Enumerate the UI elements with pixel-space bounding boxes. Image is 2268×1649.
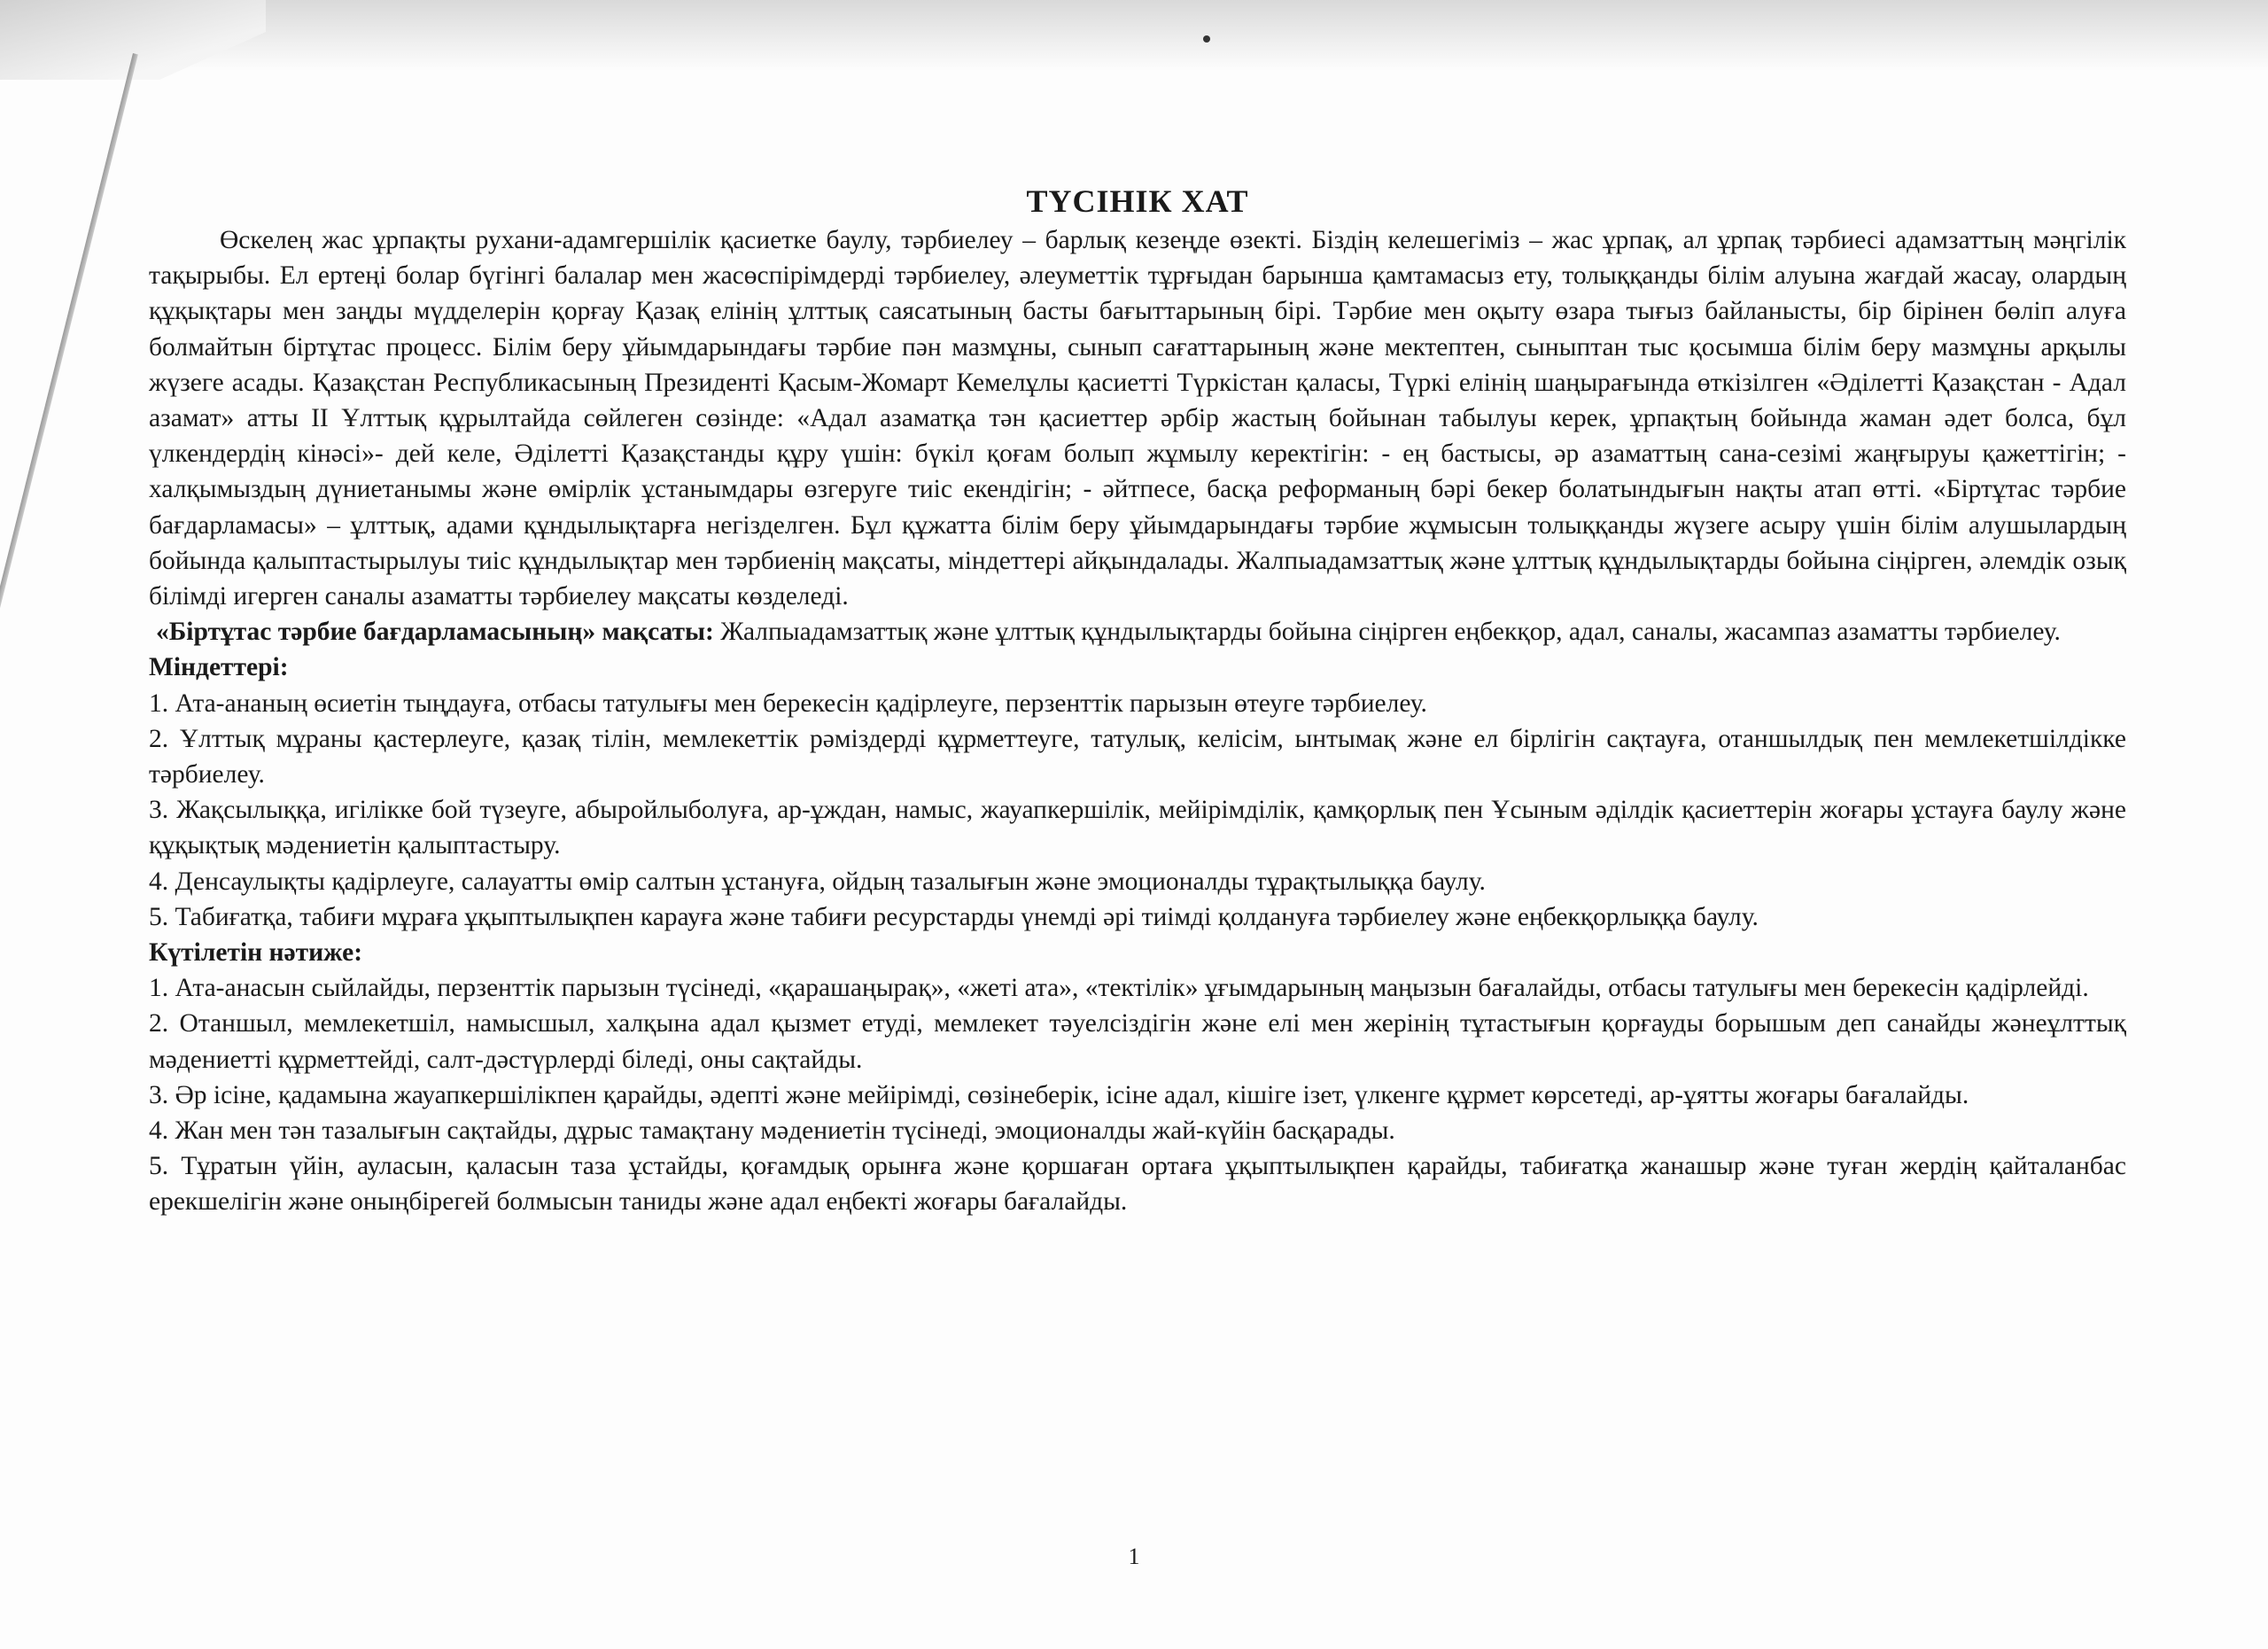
- page-number: 1: [1128, 1544, 1140, 1569]
- tasks-list: [149, 686, 2126, 935]
- goal-text: Жалпыадамзаттық және ұлттық құндылықтарды бойына сіңірген еңбекқор, адал, саналы, жасампаз азаматты тәрбиелеу.: [713, 618, 2061, 647]
- scan-top-shadow: [0, 0, 2268, 71]
- results-heading: Күтілетін нәтиже:: [149, 938, 363, 968]
- task-item: 2. Ұлттық мұраны қастерлеуге, қазақ тілін, мемлекеттік рәміздерді құрметтеуге, татулық, келісім, ынтымақ және ел бірлігін сақтауға, отаншылдық пен мемлекетшілдікке тәрбиелеу.: [149, 724, 2126, 789]
- task-item: 3. Жақсылыққа, игілікке бой түзеуге, абыройлыболуға, ар-ұждан, намыс, жауапкершілік, мейірімділік, қамқорлық пен Ұсыным әділдік қасиеттерін жоғары ұстауға баулу және құқықтық мәдениетін қалыптастыру.: [149, 796, 2126, 860]
- results-list: [149, 970, 2126, 1219]
- scan-speck: [1203, 35, 1210, 43]
- goal-label: «Біртұтас тәрбие бағдарламасының» мақсаты:: [156, 618, 714, 647]
- task-item: 4. Денсаулықты қадірлеуге, салауатты өмір салтын ұстануға, ойдың тазалығын және эмоционалды тұрақтылыққа баулу.: [149, 867, 1486, 896]
- task-item: 5. Табиғатқа, табиғи мұраға ұқыптылықпен карауға және табиғи ресурстарды үнемді әрі тиімді қолдануға тәрбиелеу және еңбекқорлыққа баулу.: [149, 902, 1759, 931]
- result-item: 4. Жан мен тән тазалығын сақтайды, дұрыс тамақтану мәдениетін түсінеді, эмоционалды жай-күйін басқарады.: [149, 1116, 1395, 1146]
- tasks-heading: Міндеттері:: [149, 653, 289, 682]
- task-item: 1. Ата-ананың өсиетін тыңдауға, отбасы татулығы мен берекесін қадірлеуге, перзенттік парызын өтеуге тәрбиелеу.: [149, 688, 1427, 718]
- fold-crease: [0, 53, 138, 708]
- result-item: 1. Ата-анасын сыйлайды, перзенттік парызын түсінеді, «қарашаңырақ», «жеті ата», «тектілік» ұғымдарының маңызын бағалайды, отбасы татулығы мен берекесін қадірлейді.: [149, 974, 2089, 1003]
- result-item: 5. Тұратын үйін, ауласын, қаласын таза ұстайды, қоғамдық орынға және қоршаған ортаға ұқыптылықпен қарайды, табиғатқа жанашыр және туған жердің қайталанбас ерекшелігін және оныңбірегей болмысын таниды және адал еңбекті жоғары бағалайды.: [149, 1152, 2126, 1217]
- result-item: 3. Әр ісіне, қадамына жауапкершілікпен қарайды, әдепті және мейірімді, сөзінеберік, ісіне адал, кішіге ізет, үлкенге құрмет көрсетеді, ар-ұятты жоғары бағалайды.: [149, 1080, 1969, 1109]
- goal-paragraph: [149, 614, 2126, 649]
- result-item: 2. Отаншыл, мемлекетшіл, намысшыл, халқына адал қызмет етуді, мемлекет тәуелсіздігін және елі мен жерінің тұтастығын қорғауды борышым деп санайды жәнеұлттық мәдениетті құрметтейді, салт-дәстүрлерді біледі, оны сақтайды.: [149, 1009, 2126, 1074]
- document-body: [149, 182, 2126, 1220]
- document-title: ТҮСІНІК ХАТ: [1026, 183, 1249, 219]
- intro-paragraph: Өскелең жас ұрпақты рухани-адамгершілік қасиетке баулу, тәрбиелеу – барлық кезеңде өзекті. Біздің келешегіміз – жас ұрпақ, ал ұрпақ тәрбиесі адамзаттың мәңгілік тақырыбы. Ел ертеңі болар бүгінгі балалар мен жасөспірімдерді тәрбиелеу, әлеуметтік тұрғыдан барынша қамтамасыз ету, толыққанды білім алуына жағдай жасау, олардың құқықтары мен заңды мүдделерін қорғау Қазақ елінің ұлттық саясатының басты бағыттарының бірі. Тәрбие мен оқыту өзара тығыз байланысты, бір бірінен бөліп алуға болмайтын біртұтас процесс. Білім беру ұйымдарындағы тәрбие пән мазмұны, сынып сағаттарының және мектептен, сыныптан тыс қосымша білім беру мазмұны арқылы жүзеге асады. Қазақстан Республикасының Президенті Қасым-Жомарт Кемелұлы қасиетті Түркістан қаласы, Түркі елінің шаңырағында өткізілген «Әділетті Қазақстан - Адал азамат» атты ІІ Ұлттық құрылтайда сөйлеген сөзінде: «Адал азаматқа тән қасиеттер әрбір жастың бойынан табылуы керек, ұрпақтың бойында жаман әдет болса, бұл үлкендердің кінәсі»- дей келе, Әділетті Қазақстанды құру үшін: бүкіл қоғам болып жұмылу керектігін: - ең бастысы, әр азаматтың сана-сезімі жаңғыруы қажеттігін; - халқымыздың дүниетанымы және өмірлік ұстанымдары өзгеруге тиіс екендігін; - әйтпесе, басқа реформаның бәрі бекер болатындығын нақты атап өтті. «Біртұтас тәрбие бағдарламасы» – ұлттық, адами құндылықтарға негізделген. Бұл құжатта білім беру ұйымдарындағы тәрбие жұмысын толыққанды жүзеге асыру үшін білім алушылардың бойында қалыптастырылуы тиіс құндылықтар мен тәрбиенің мақсаты, міндеттері айқындалады. Жалпыадамзаттық және ұлттық құндылықтарды бойына сіңірген, әлемдік озық білімді игерген саналы азаматты тәрбиелеу мақсаты көзделеді.: [149, 226, 2126, 611]
